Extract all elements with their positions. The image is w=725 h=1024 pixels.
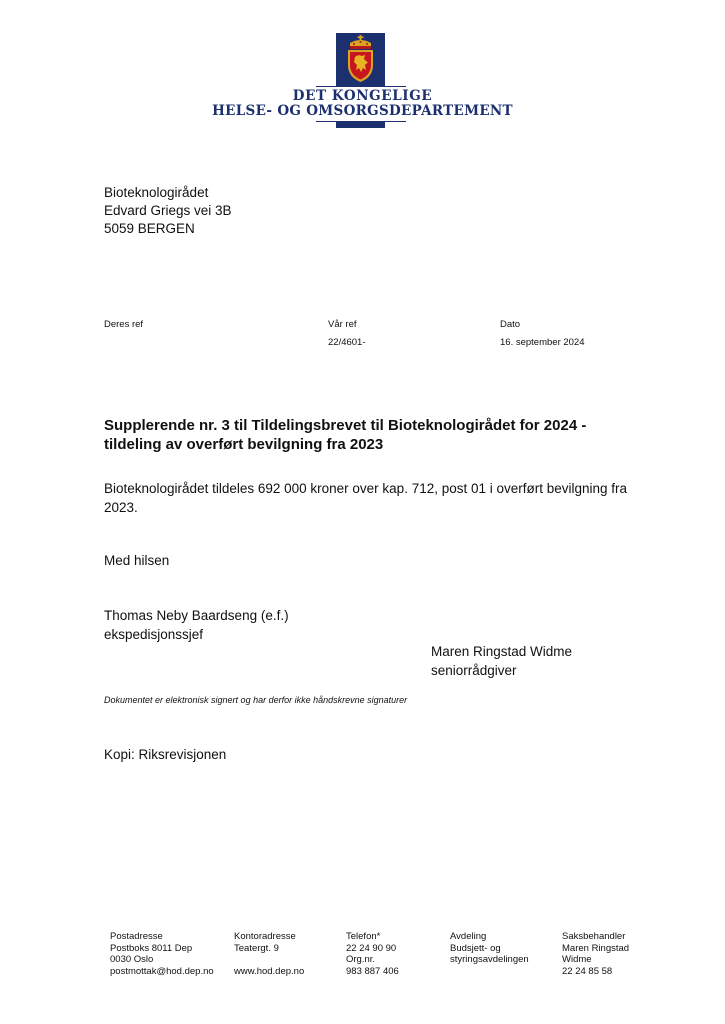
date-label: Dato — [500, 319, 521, 330]
deres-ref-label: Deres ref — [104, 319, 144, 330]
signer-1-name: Thomas Neby Baardseng (e.f.) — [104, 608, 289, 623]
title-line-2: tildeling av overført bevilgning fra 2023 — [104, 436, 384, 453]
body-line-2: 2023. — [104, 500, 138, 515]
letterhead-line1: DET KONGELIGE — [292, 88, 433, 104]
recipient-name: Bioteknologirådet — [104, 185, 209, 200]
footer-text: 983 887 406 — [346, 965, 399, 977]
letter-body — [104, 479, 644, 517]
footer-col-office — [234, 931, 304, 977]
greeting: Med hilsen — [104, 553, 170, 568]
footer-text: Telefon* — [346, 931, 381, 942]
var-ref-value: 22/4601- — [328, 337, 366, 348]
signature-note: Dokumentet er elektronisk signert og har derfor ikke håndskrevne signaturer — [104, 695, 408, 705]
footer-text: Widme — [562, 954, 592, 965]
footer-text: 22 24 85 58 — [562, 965, 613, 977]
footer-text: 0030 Oslo — [110, 954, 154, 965]
copy-recipient: Kopi: Riksrevisjonen — [104, 747, 227, 762]
footer-text — [234, 954, 304, 966]
deres-ref-value — [104, 337, 107, 348]
emblem-background — [336, 33, 385, 87]
footer-text: Postboks 8011 Dep — [110, 942, 193, 954]
footer-text: Avdeling — [450, 931, 487, 942]
recipient-address — [104, 184, 232, 238]
title-line-1: Supplerende nr. 3 til Tildelingsbrevet til Bioteknologirådet for 2024 - — [104, 417, 587, 434]
footer-col-case-officer — [562, 931, 629, 977]
signer-2-name: Maren Ringstad Widme — [431, 644, 573, 659]
footer-text: Teatergt. 9 — [234, 942, 279, 954]
footer-col-postal — [110, 931, 214, 977]
letterhead-line2: HELSE- OG OMSORGSDEPARTEMENT — [212, 103, 513, 119]
footer-text: styringsavdelingen — [450, 954, 529, 965]
footer-col-phone — [346, 931, 399, 977]
footer-col-department — [450, 931, 529, 977]
date-value: 16. september 2024 — [500, 337, 585, 348]
footer-text: Budsjett- og — [450, 942, 501, 954]
recipient-postal: 5059 BERGEN — [104, 221, 195, 236]
footer-text — [450, 966, 529, 978]
recipient-street: Edvard Griegs vei 3B — [104, 203, 232, 218]
footer-website[interactable]: www.hod.dep.no — [234, 965, 305, 977]
var-ref-label: Vår ref — [328, 319, 357, 330]
signer-2-title: seniorrådgiver — [431, 663, 517, 678]
logo-bar — [336, 122, 385, 128]
signer-1 — [104, 606, 289, 644]
footer-text: Kontoradresse — [234, 931, 296, 942]
footer-email[interactable]: postmottak@hod.dep.no — [110, 965, 214, 977]
logo-divider-top — [316, 86, 406, 87]
signer-2 — [431, 642, 572, 680]
footer-text: Maren Ringstad — [562, 942, 630, 954]
footer-text: Saksbehandler — [562, 931, 626, 942]
coat-of-arms-icon — [345, 35, 376, 83]
footer-text: Postadresse — [110, 931, 163, 942]
footer-text: Org.nr. — [346, 954, 376, 965]
signer-1-title: ekspedisjonssjef — [104, 627, 204, 642]
body-line-1: Bioteknologirådet tildeles 692 000 kroner over kap. 712, post 01 i overført bevilgning fra — [104, 481, 628, 496]
letter-title — [104, 416, 634, 454]
footer-text: 22 24 90 90 — [346, 942, 397, 954]
